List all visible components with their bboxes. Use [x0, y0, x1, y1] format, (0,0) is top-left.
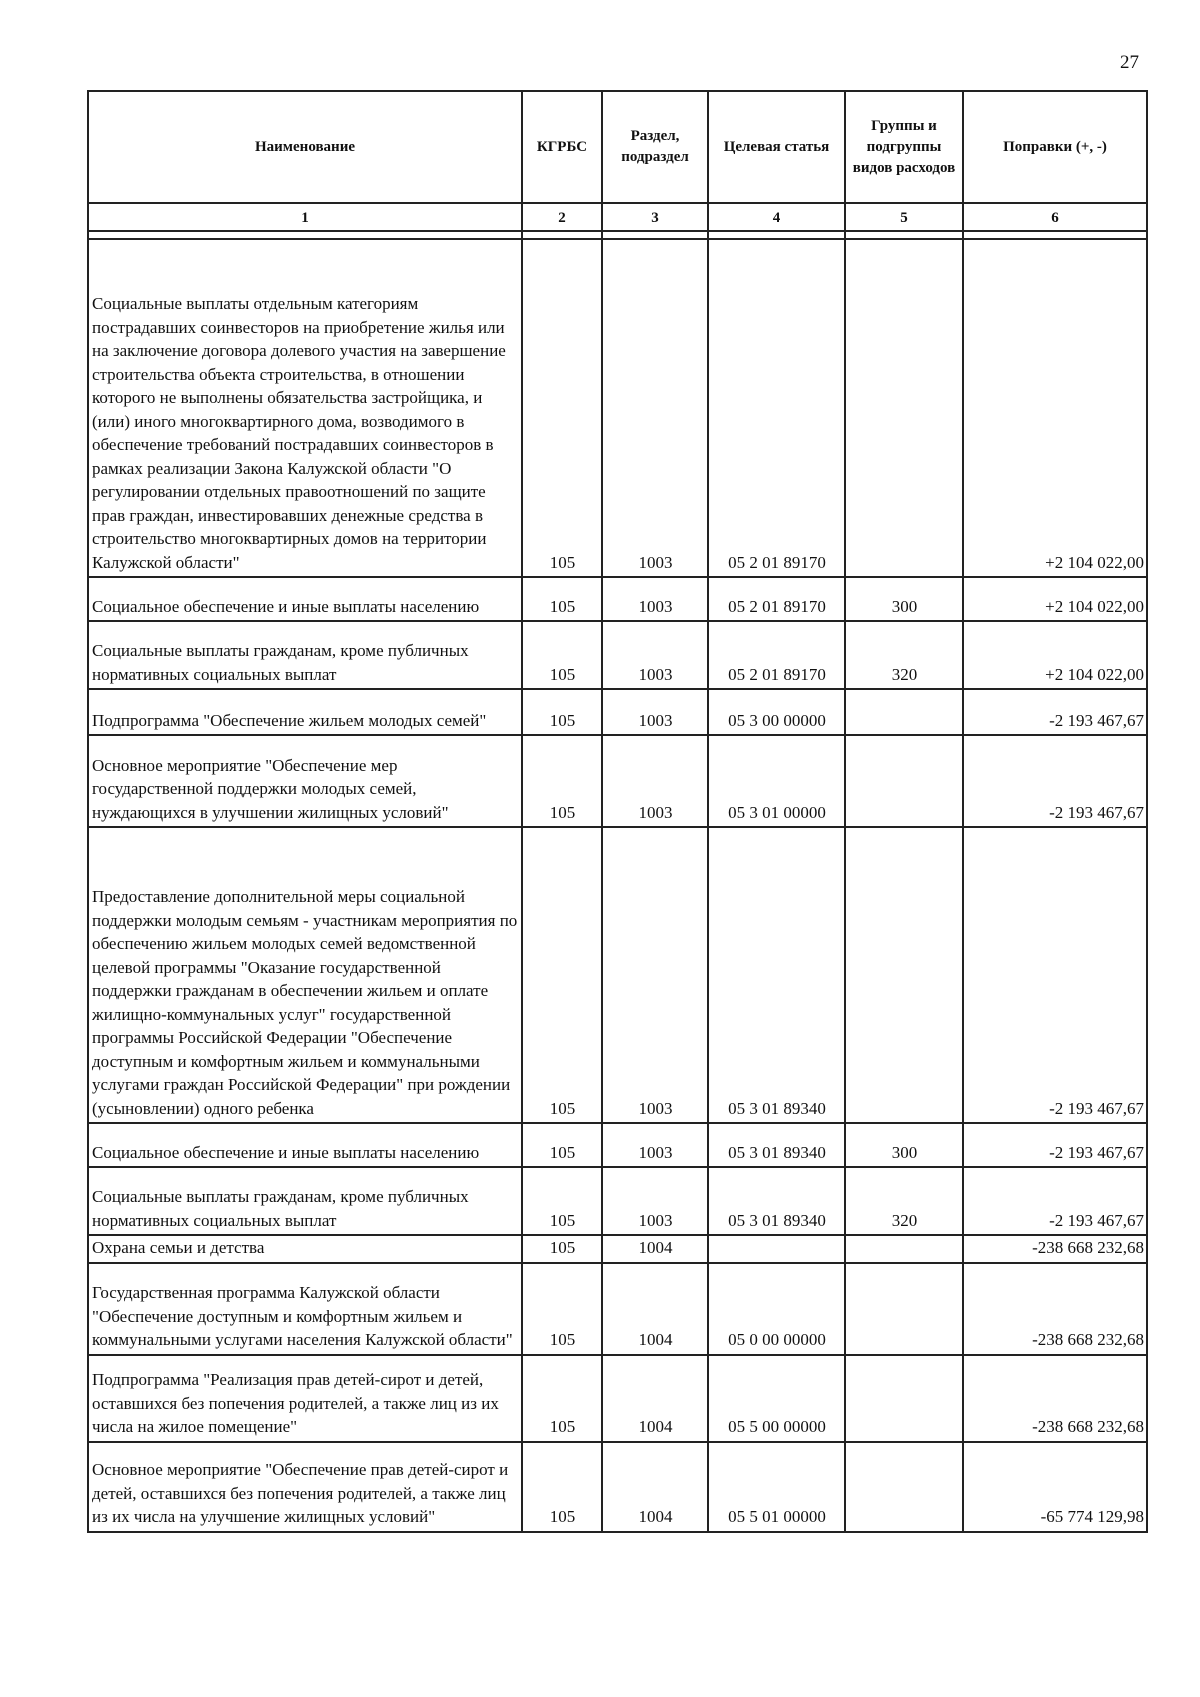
row-kgrbs-cell: 105	[522, 1123, 602, 1167]
row-vid-cell	[845, 239, 963, 577]
row-kgrbs-cell: 105	[522, 577, 602, 621]
row-celevaya-cell: 05 2 01 89170	[708, 577, 845, 621]
row-amount-cell: -2 193 467,67	[963, 827, 1147, 1123]
table-row	[88, 735, 1147, 827]
table-row	[88, 1123, 1147, 1167]
row-celevaya-cell: 05 3 00 00000	[708, 689, 845, 735]
row-amount-cell: -238 668 232,68	[963, 1355, 1147, 1442]
row-amount-cell: -238 668 232,68	[963, 1263, 1147, 1355]
row-name-cell: Подпрограмма "Обеспечение жильем молодых семей"	[88, 689, 522, 735]
row-celevaya-cell: 05 3 01 00000	[708, 735, 845, 827]
row-vid-cell	[845, 827, 963, 1123]
row-razdel-cell: 1003	[602, 621, 708, 689]
row-name-cell: Подпрограмма "Реализация прав детей-сирот и детей, оставшихся без попечения родителей, а также лиц из их числа на жилое помещение"	[88, 1355, 522, 1442]
row-amount-cell: +2 104 022,00	[963, 239, 1147, 577]
row-vid-cell	[845, 735, 963, 827]
row-razdel-cell: 1003	[602, 1167, 708, 1235]
row-amount-cell: -2 193 467,67	[963, 1123, 1147, 1167]
row-razdel-cell: 1003	[602, 577, 708, 621]
gap-cell	[88, 231, 522, 239]
row-kgrbs-cell: 105	[522, 735, 602, 827]
column-number: 5	[845, 203, 963, 231]
gap-cell	[845, 231, 963, 239]
table-row	[88, 1235, 1147, 1263]
row-name-cell: Социальное обеспечение и иные выплаты населению	[88, 577, 522, 621]
row-kgrbs-cell: 105	[522, 1263, 602, 1355]
gap-cell	[708, 231, 845, 239]
row-razdel-cell: 1003	[602, 689, 708, 735]
table-row	[88, 577, 1147, 621]
row-name-cell: Предоставление дополнительной меры социальной поддержки молодым семьям - участникам мероприятия по обеспечению жильем молодых семей ведомственной целевой программы "Оказание государственной поддержки гражданам в обеспечении жильем и оплате жилищно-коммунальных услуг" государственной программы Российской Федерации "Обеспечение доступным и комфортным жильем и коммунальными услугами граждан Российской Федерации" при рождении (усыновлении) одного ребенка	[88, 827, 522, 1123]
row-name-cell: Государственная программа Калужской области "Обеспечение доступным и комфортным жильем и коммунальными услугами населения Калужской области"	[88, 1263, 522, 1355]
row-celevaya-cell: 05 3 01 89340	[708, 1123, 845, 1167]
row-amount-cell: -2 193 467,67	[963, 735, 1147, 827]
row-amount-cell: -65 774 129,98	[963, 1442, 1147, 1532]
gap-cell	[602, 231, 708, 239]
row-kgrbs-cell: 105	[522, 1167, 602, 1235]
row-name-cell: Охрана семьи и детства	[88, 1235, 522, 1263]
column-number: 2	[522, 203, 602, 231]
row-amount-cell: -2 193 467,67	[963, 689, 1147, 735]
row-celevaya-cell	[708, 1235, 845, 1263]
column-number: 1	[88, 203, 522, 231]
row-amount-cell: -238 668 232,68	[963, 1235, 1147, 1263]
row-vid-cell	[845, 1263, 963, 1355]
row-name-cell: Социальное обеспечение и иные выплаты населению	[88, 1123, 522, 1167]
row-amount-cell: +2 104 022,00	[963, 577, 1147, 621]
row-vid-cell: 300	[845, 1123, 963, 1167]
row-razdel-cell: 1003	[602, 827, 708, 1123]
row-celevaya-cell: 05 3 01 89340	[708, 827, 845, 1123]
column-number: 6	[963, 203, 1147, 231]
table-row	[88, 689, 1147, 735]
row-kgrbs-cell: 105	[522, 1442, 602, 1532]
row-name-cell: Основное мероприятие "Обеспечение прав детей-сирот и детей, оставшихся без попечения родителей, а также лиц из их числа на улучшение жилищных условий"	[88, 1442, 522, 1532]
header-row	[88, 91, 1147, 203]
table-row	[88, 1442, 1147, 1532]
row-razdel-cell: 1004	[602, 1355, 708, 1442]
row-razdel-cell: 1003	[602, 735, 708, 827]
row-vid-cell	[845, 1442, 963, 1532]
row-vid-cell	[845, 1235, 963, 1263]
row-vid-cell	[845, 689, 963, 735]
table-row	[88, 239, 1147, 577]
row-celevaya-cell: 05 3 01 89340	[708, 1167, 845, 1235]
row-kgrbs-cell: 105	[522, 1235, 602, 1263]
gap-cell	[963, 231, 1147, 239]
header-popravki: Поправки (+, -)	[963, 91, 1147, 203]
row-name-cell: Социальные выплаты гражданам, кроме публичных нормативных социальных выплат	[88, 1167, 522, 1235]
table-row	[88, 1167, 1147, 1235]
table-row	[88, 1263, 1147, 1355]
row-kgrbs-cell: 105	[522, 1355, 602, 1442]
header-razdel: Раздел, подраздел	[602, 91, 708, 203]
row-celevaya-cell: 05 5 00 00000	[708, 1355, 845, 1442]
row-razdel-cell: 1004	[602, 1235, 708, 1263]
row-amount-cell: -2 193 467,67	[963, 1167, 1147, 1235]
header-gruppy: Группы и подгруппы видов расходов	[845, 91, 963, 203]
row-celevaya-cell: 05 2 01 89170	[708, 239, 845, 577]
header-kgrbs: КГРБС	[522, 91, 602, 203]
row-razdel-cell: 1004	[602, 1442, 708, 1532]
gap-cell	[522, 231, 602, 239]
row-celevaya-cell: 05 5 01 00000	[708, 1442, 845, 1532]
table-row	[88, 621, 1147, 689]
row-name-cell: Основное мероприятие "Обеспечение мер государственной поддержки молодых семей, нуждающихся в улучшении жилищных условий"	[88, 735, 522, 827]
row-vid-cell: 320	[845, 621, 963, 689]
row-kgrbs-cell: 105	[522, 621, 602, 689]
page-number: 27	[1120, 52, 1139, 73]
row-razdel-cell: 1003	[602, 1123, 708, 1167]
row-amount-cell: +2 104 022,00	[963, 621, 1147, 689]
table-row	[88, 1355, 1147, 1442]
table-body	[88, 231, 1147, 1532]
row-kgrbs-cell: 105	[522, 827, 602, 1123]
column-number: 3	[602, 203, 708, 231]
row-celevaya-cell: 05 2 01 89170	[708, 621, 845, 689]
row-razdel-cell: 1004	[602, 1263, 708, 1355]
row-razdel-cell: 1003	[602, 239, 708, 577]
header-gap-row	[88, 231, 1147, 239]
column-number-row	[88, 203, 1147, 231]
row-vid-cell: 300	[845, 577, 963, 621]
column-number: 4	[708, 203, 845, 231]
budget-amendments-table	[87, 90, 1148, 1533]
header-name: Наименование	[88, 91, 522, 203]
header-celevaya: Целевая статья	[708, 91, 845, 203]
row-kgrbs-cell: 105	[522, 689, 602, 735]
row-kgrbs-cell: 105	[522, 239, 602, 577]
row-celevaya-cell: 05 0 00 00000	[708, 1263, 845, 1355]
row-name-cell: Социальные выплаты гражданам, кроме публичных нормативных социальных выплат	[88, 621, 522, 689]
row-vid-cell: 320	[845, 1167, 963, 1235]
row-vid-cell	[845, 1355, 963, 1442]
table-row	[88, 827, 1147, 1123]
row-name-cell: Социальные выплаты отдельным категориям пострадавших соинвесторов на приобретение жилья или на заключение договора долевого участия на завершение строительства объекта строительства, в отношении которого не выполнены обязательства застройщика, и (или) иного многоквартирного дома, возводимого в обеспечение требований пострадавших соинвесторов в рамках реализации Закона Калужской области "О регулировании отдельных правоотношений по защите прав граждан, инвестировавших денежные средства в строительство многоквартирных домов на территории Калужской области"	[88, 239, 522, 577]
